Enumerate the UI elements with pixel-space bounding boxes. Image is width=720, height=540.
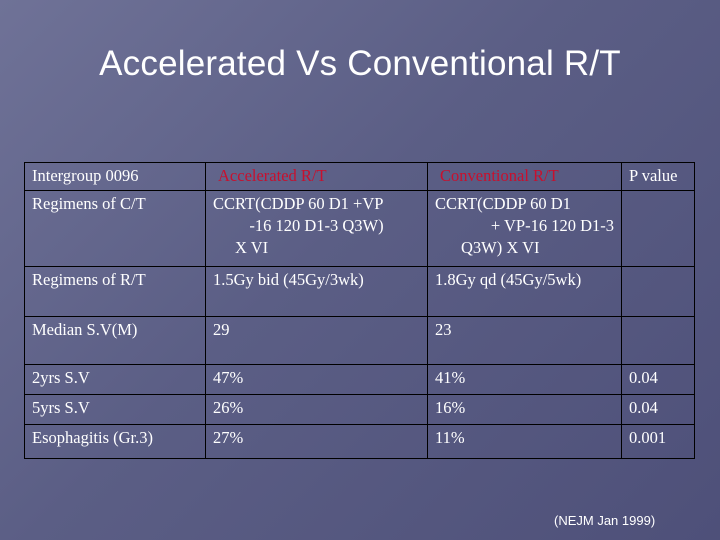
pvalue-cell: 0.04 xyxy=(622,365,695,395)
pvalue-cell: 0.04 xyxy=(622,395,695,425)
row-label-cell: 5yrs S.V xyxy=(25,395,206,425)
row-label-cell: 2yrs S.V xyxy=(25,365,206,395)
header-pvalue-cell: P value xyxy=(622,163,695,191)
pvalue-cell: 0.001 xyxy=(622,425,695,459)
conventional-line: CCRT(CDDP 60 D1 xyxy=(435,194,571,213)
accelerated-line: CCRT(CDDP 60 D1 +VP xyxy=(213,194,384,213)
header-accelerated-cell: Accelerated R/T xyxy=(206,163,428,191)
table-row-regimens-rt xyxy=(25,267,695,317)
header-label-cell: Intergroup 0096 xyxy=(25,163,206,191)
accelerated-cell: 29 xyxy=(206,317,428,365)
accelerated-cell: 1.5Gy bid (45Gy/3wk) xyxy=(206,267,428,317)
row-label-cell: Median S.V(M) xyxy=(25,317,206,365)
accelerated-line: -16 120 D1-3 Q3W) xyxy=(249,216,384,235)
pvalue-cell xyxy=(622,267,695,317)
table-row-5yrs-sv xyxy=(25,395,695,425)
row-label-cell: Regimens of C/T xyxy=(25,191,206,267)
citation-note: (NEJM Jan 1999) xyxy=(554,513,656,528)
conventional-cell: 41% xyxy=(428,365,622,395)
conventional-cell: 16% xyxy=(428,395,622,425)
accelerated-cell: 26% xyxy=(206,395,428,425)
table-header-row xyxy=(25,163,695,191)
table-row-regimens-ct xyxy=(25,191,695,267)
conventional-cell: 11% xyxy=(428,425,622,459)
table-row-median-sv xyxy=(25,317,695,365)
row-label-cell: Esophagitis (Gr.3) xyxy=(25,425,206,459)
accelerated-cell xyxy=(206,191,428,267)
slide-title: Accelerated Vs Conventional R/T xyxy=(99,44,621,83)
accelerated-cell: 27% xyxy=(206,425,428,459)
conventional-cell xyxy=(428,191,622,267)
header-conventional-cell: Conventional R/T xyxy=(428,163,622,191)
comparison-table xyxy=(24,162,695,459)
table-row-esophagitis xyxy=(25,425,695,459)
accelerated-cell: 47% xyxy=(206,365,428,395)
table-row-2yrs-sv xyxy=(25,365,695,395)
conventional-cell: 1.8Gy qd (45Gy/5wk) xyxy=(428,267,622,317)
row-label-cell: Regimens of R/T xyxy=(25,267,206,317)
pvalue-cell xyxy=(622,317,695,365)
conventional-line: Q3W) X VI xyxy=(461,238,540,257)
conventional-cell: 23 xyxy=(428,317,622,365)
conventional-line: + VP-16 120 D1-3 xyxy=(490,216,614,235)
accelerated-line: X VI xyxy=(235,238,269,257)
pvalue-cell xyxy=(622,191,695,267)
